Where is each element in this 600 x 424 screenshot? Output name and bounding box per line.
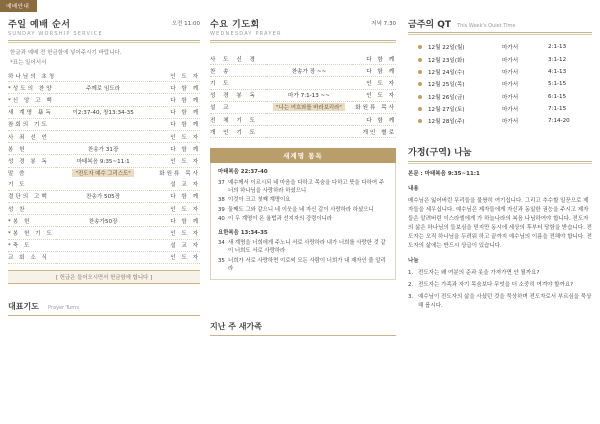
- qt-book: 마가서: [502, 119, 519, 126]
- qt-date: 12월 27일(토): [428, 107, 465, 114]
- order-mid: [56, 118, 150, 130]
- table-row: [8, 82, 200, 94]
- order-label: 기 도: [8, 179, 56, 191]
- wednesday-sermon-title: "나는 여호와를 바라보리라": [273, 103, 345, 111]
- reading-ref-2: 요한복음 13:34-35: [218, 229, 268, 236]
- question-text: 전도자는 가족과 자기 목숨보다 무엇을 더 소중히 여겨야 할까요?: [418, 282, 574, 289]
- qt-date: 12월 22일(월): [428, 45, 465, 52]
- bullet-icon: [418, 58, 422, 62]
- worship-lead: *표는 일어서서: [10, 60, 47, 66]
- qt-ref: 6:1-15: [548, 93, 567, 100]
- verse-text: 둘째도 그와 같으니 네 이웃을 네 자신 같이 사랑하라 하셨으니: [228, 206, 374, 213]
- order-who: 인 도 자: [150, 130, 200, 142]
- table-row: [8, 118, 200, 130]
- group-content-label: 내용: [408, 185, 419, 192]
- order-label: 말 씀: [8, 171, 27, 178]
- list-item: [408, 66, 592, 78]
- newcomers-rule: [210, 335, 396, 336]
- prayer-turns-en: Prayer Turns: [48, 305, 79, 311]
- reading-box: [210, 163, 396, 280]
- verse-text: 새 계명을 너희에게 주노니 서로 사랑하라 내가 너희를 사랑한 것 같이 너희도 서로 사랑하라: [228, 239, 386, 255]
- table-row: [210, 53, 396, 65]
- verse-number: 38: [218, 197, 225, 204]
- order-label: 전 체 기 도: [210, 113, 266, 125]
- qt-ref: 3:1-12: [548, 56, 567, 63]
- order-mid: 찬송가 505장: [56, 190, 150, 202]
- verse: [218, 206, 388, 214]
- verse-number: 40: [218, 216, 225, 223]
- order-who: 인 도 자: [352, 77, 396, 89]
- table-row: [8, 143, 200, 155]
- order-label: 결단의 고백: [8, 190, 56, 202]
- order-mid: [56, 203, 150, 215]
- bullet-icon: [418, 45, 422, 49]
- verse-number: 35: [218, 257, 225, 264]
- list-item: [408, 293, 592, 311]
- table-row: [8, 106, 200, 118]
- order-label: 성 경 봉 독: [8, 155, 56, 167]
- table-row: [210, 113, 396, 125]
- order-who: 다 함 께: [150, 215, 200, 227]
- qt-rule-2: [408, 34, 592, 35]
- question-number: 3.: [408, 294, 414, 301]
- table-row-sermon: [8, 167, 200, 179]
- order-who: 다 함 께: [352, 113, 396, 125]
- table-row: [210, 77, 396, 89]
- order-label: 설 교: [210, 101, 266, 113]
- verse: [218, 215, 388, 223]
- tab-worship-info[interactable]: 예배안내: [0, 0, 37, 12]
- order-label: 개 인 기 도: [210, 126, 266, 138]
- table-row: [210, 126, 396, 138]
- order-who: 인 도 자: [352, 89, 396, 101]
- qt-book: 마가서: [502, 69, 519, 76]
- table-row: [8, 251, 200, 263]
- worship-header: [8, 17, 200, 37]
- order-who: 인 도 자: [150, 203, 200, 215]
- order-who: 설 교 자: [150, 179, 200, 191]
- table-row: [8, 239, 200, 251]
- order-label: 하나님의 초청: [8, 70, 56, 82]
- order-label: *봉 헌: [8, 215, 56, 227]
- order-label: 참회의 기도: [8, 118, 56, 130]
- list-item: [408, 53, 592, 65]
- prayer-turns-kr: 대표기도: [8, 302, 39, 311]
- qt-ref: 7:14-20: [548, 118, 570, 125]
- qt-header: [408, 17, 592, 30]
- list-item: [408, 41, 592, 53]
- order-mid: 찬송가 31장: [56, 143, 150, 155]
- table-row: [8, 155, 200, 167]
- order-who: 개인 별로: [352, 126, 396, 138]
- offering-footnote: [ 헌금은 들어오시면서 헌금함에 합니다 ]: [8, 270, 200, 284]
- order-label: 성 찬: [8, 203, 56, 215]
- order-who: 다 함 께: [150, 82, 200, 94]
- group-share-rule-2: [408, 163, 592, 164]
- worship-rule: [8, 40, 200, 41]
- order-who: 인 도 자: [150, 70, 200, 82]
- list-item: [408, 115, 592, 127]
- order-mid: 마태복음 9:35~11:1: [56, 155, 150, 167]
- table-row: [8, 94, 200, 106]
- order-mid: 찬송가50장: [56, 215, 150, 227]
- prayer-turns-header: [8, 294, 200, 313]
- verse: [218, 257, 388, 274]
- column-qt: [402, 11, 600, 424]
- order-who: 인 도 자: [150, 251, 200, 263]
- newcomers-title: 지난 주 새가족: [210, 322, 262, 332]
- tab-bar: [0, 0, 600, 11]
- verse: [218, 196, 388, 204]
- prayer-turns-rule: [8, 315, 200, 316]
- table-row: [8, 179, 200, 191]
- order-label: *성도의 찬양: [8, 82, 56, 94]
- qt-ref: 2:1-13: [548, 44, 567, 51]
- order-who: 화원류 목사: [159, 171, 200, 178]
- question-text: 전도자는 왜 여분의 준과 옷을 가져가면 안 될까요?: [418, 270, 540, 277]
- column-wednesday: [206, 11, 402, 424]
- qt-ref: 5:1-15: [548, 81, 567, 88]
- reading-ref-1: 마태복음 22:37-40: [218, 169, 268, 176]
- worship-order-table: [8, 70, 200, 264]
- group-share-header: [408, 140, 592, 159]
- order-label: 기 도: [210, 77, 266, 89]
- columns: [0, 11, 600, 424]
- table-row: [210, 89, 396, 101]
- table-row: [8, 190, 200, 202]
- wednesday-rule: [210, 40, 396, 41]
- verse-text: 너희가 서로 사랑하면 이로써 모든 사람이 너희가 내 제자인 줄 알리라: [228, 257, 386, 273]
- qt-date: 12월 23일(화): [428, 57, 465, 64]
- group-content: 메수님은 잃어버린 무리들을 불쌍히 여기십니다. 그리고 추수할 일꾼으로 제자들을 세우십니다. 예수님은 제자들에게 자신과 동일한 권능을 주시고 제자들은 알려버린 이스라엘에게 가 하늘나라의 복음 나님하여야 합니다. 전도자의 삶은 하나님의 들보심을 믿지만 동시에 세상의 후부터 당함을 받습니다. 전도자는 오직 하나님을 두려워 하고 끝까지 예수님의 이름을 전해야 합니다. 전도자의 삶에는 반드시 상급이 있습니다.: [408, 197, 592, 250]
- group-share-rule: [408, 161, 592, 162]
- table-row: [8, 130, 200, 142]
- verse-number: 34: [218, 239, 225, 246]
- group-share-title: 가정(구역) 나눔: [408, 147, 472, 158]
- worship-title-kr: 주일 예배 순서: [8, 20, 71, 30]
- qt-ref: 4:1-13: [548, 68, 567, 75]
- worship-title-en: SUNDAY WORSHIP SERVICE: [8, 31, 103, 37]
- order-label: 사 죄 선 언: [8, 130, 56, 142]
- qt-ref: 7:1-15: [548, 106, 567, 113]
- wednesday-time: 저녁 7:30: [371, 21, 396, 27]
- verse-text: 이 두 계명이 온 율법과 선지자의 강령이니라: [228, 216, 333, 223]
- verse: [218, 179, 388, 196]
- verse-number: 37: [218, 179, 225, 186]
- newcomers-header: [210, 314, 396, 333]
- order-mid: [56, 227, 150, 239]
- order-who: 인 도 자: [150, 227, 200, 239]
- group-text-label: 본문 : 마태복음 9:35~11:1: [408, 170, 480, 177]
- order-who: 설 교 자: [150, 239, 200, 251]
- order-mid: [56, 251, 150, 263]
- bullet-icon: [418, 119, 422, 123]
- table-row: [210, 65, 396, 77]
- qt-book: 마가서: [502, 82, 519, 89]
- list-item: [408, 78, 592, 90]
- wednesday-rule-2: [210, 42, 396, 43]
- bullet-icon: [418, 70, 422, 74]
- order-who: 다 함 께: [150, 118, 200, 130]
- order-who: 다 함 께: [150, 190, 200, 202]
- order-mid: 찬송가 장 ~~: [266, 65, 352, 77]
- table-row-sermon: [210, 101, 396, 113]
- order-mid: [266, 126, 352, 138]
- wednesday-header: [210, 17, 396, 37]
- order-mid: [266, 53, 352, 65]
- list-item: [408, 91, 592, 103]
- wednesday-order-table: [210, 53, 396, 138]
- question-number: 2.: [408, 282, 414, 289]
- order-who: 다 함 께: [150, 143, 200, 155]
- order-label: *축 도: [8, 239, 56, 251]
- bullet-icon: [418, 82, 422, 86]
- order-label: 성 경 봉 독: [210, 89, 266, 101]
- wednesday-title-kr: 수요 기도회: [210, 20, 260, 30]
- verse-text: 예수께서 이르시되 네 마음을 다하고 목숨을 다하고 뜻을 다하여 주 너의 하나님을 사랑하라 하셨으니: [228, 179, 385, 195]
- qt-date: 12월 25일(목): [428, 82, 465, 89]
- order-label: 사 도 신 경: [210, 53, 266, 65]
- bullet-icon: [418, 107, 422, 111]
- group-share-body: [408, 170, 592, 312]
- qt-book: 마가서: [502, 57, 519, 64]
- order-mid: 주께로 임도라: [56, 82, 150, 94]
- order-who: 다 함 께: [150, 106, 200, 118]
- order-who: 화원류 목사: [352, 101, 396, 113]
- order-mid: [56, 70, 150, 82]
- worship-notice: 한글과 예배 전 헌금함에 넣어주시기 바랍니다.: [10, 50, 122, 56]
- verse-text: 이것이 크고 첫째 계명이요: [228, 197, 291, 204]
- worship-time: 오전 11:00: [171, 21, 200, 27]
- worship-rule-2: [8, 42, 200, 43]
- qt-date: 12월 24일(수): [428, 69, 465, 76]
- qt-book: 마가서: [502, 45, 519, 52]
- question-text: 예수님이 전도자의 삶을 사셨던 것을 묵상하며 전도자로서 부르심을 묵상해 봅시다.: [418, 294, 592, 310]
- order-mid: [56, 167, 150, 179]
- qt-book: 마가서: [502, 107, 519, 114]
- qt-date: 12월 26일(금): [428, 94, 465, 101]
- order-mid: [56, 179, 150, 191]
- order-who: 인 도 자: [150, 155, 200, 167]
- bullet-icon: [418, 95, 422, 99]
- order-who: 다 함 께: [352, 65, 396, 77]
- table-row: [8, 215, 200, 227]
- order-mid: [266, 77, 352, 89]
- qt-rule: [408, 32, 592, 33]
- order-who: 다 함 께: [352, 53, 396, 65]
- reading-band-title: 새계명 통독: [210, 148, 396, 163]
- qt-date: 12월 28일(주): [428, 119, 465, 126]
- order-label: 교 회 소 식: [8, 251, 56, 263]
- sermon-title: "전도자 예수 그리스도": [72, 169, 133, 177]
- list-item: [408, 281, 592, 290]
- order-mid: [266, 101, 352, 113]
- wednesday-title-en: WEDNESDAY PRAYER: [210, 31, 282, 37]
- qt-title-kr: 금주의 QT: [408, 20, 452, 30]
- order-mid: 마가 7:1-13 ~~: [266, 89, 352, 101]
- order-mid: [266, 113, 352, 125]
- order-who: 다 함 께: [150, 94, 200, 106]
- verse: [218, 239, 388, 256]
- table-row: [8, 70, 200, 82]
- list-item: [408, 103, 592, 115]
- group-share-label: 나눔: [408, 258, 419, 265]
- table-row: [8, 203, 200, 215]
- question-number: 1.: [408, 270, 414, 277]
- qt-title-en: This Week's Quiet Time: [457, 23, 516, 29]
- order-mid: [56, 130, 150, 142]
- qt-book: 마가서: [502, 94, 519, 101]
- order-mid: [56, 94, 150, 106]
- verse-number: 39: [218, 206, 225, 213]
- table-row: [8, 227, 200, 239]
- order-label: 찬 송: [210, 65, 266, 77]
- order-label: *봉 헌 기 도: [8, 227, 56, 239]
- order-label: 새 계명 暴독: [8, 106, 56, 118]
- list-item: [408, 269, 592, 278]
- order-label: 봉 헌: [8, 143, 56, 155]
- order-mid: 이2:37-40, 창13:34-35: [56, 106, 150, 118]
- column-worship: [0, 11, 206, 424]
- qt-list: [408, 41, 592, 128]
- order-label: *신 앙 고 백: [8, 94, 56, 106]
- order-mid: [56, 239, 150, 251]
